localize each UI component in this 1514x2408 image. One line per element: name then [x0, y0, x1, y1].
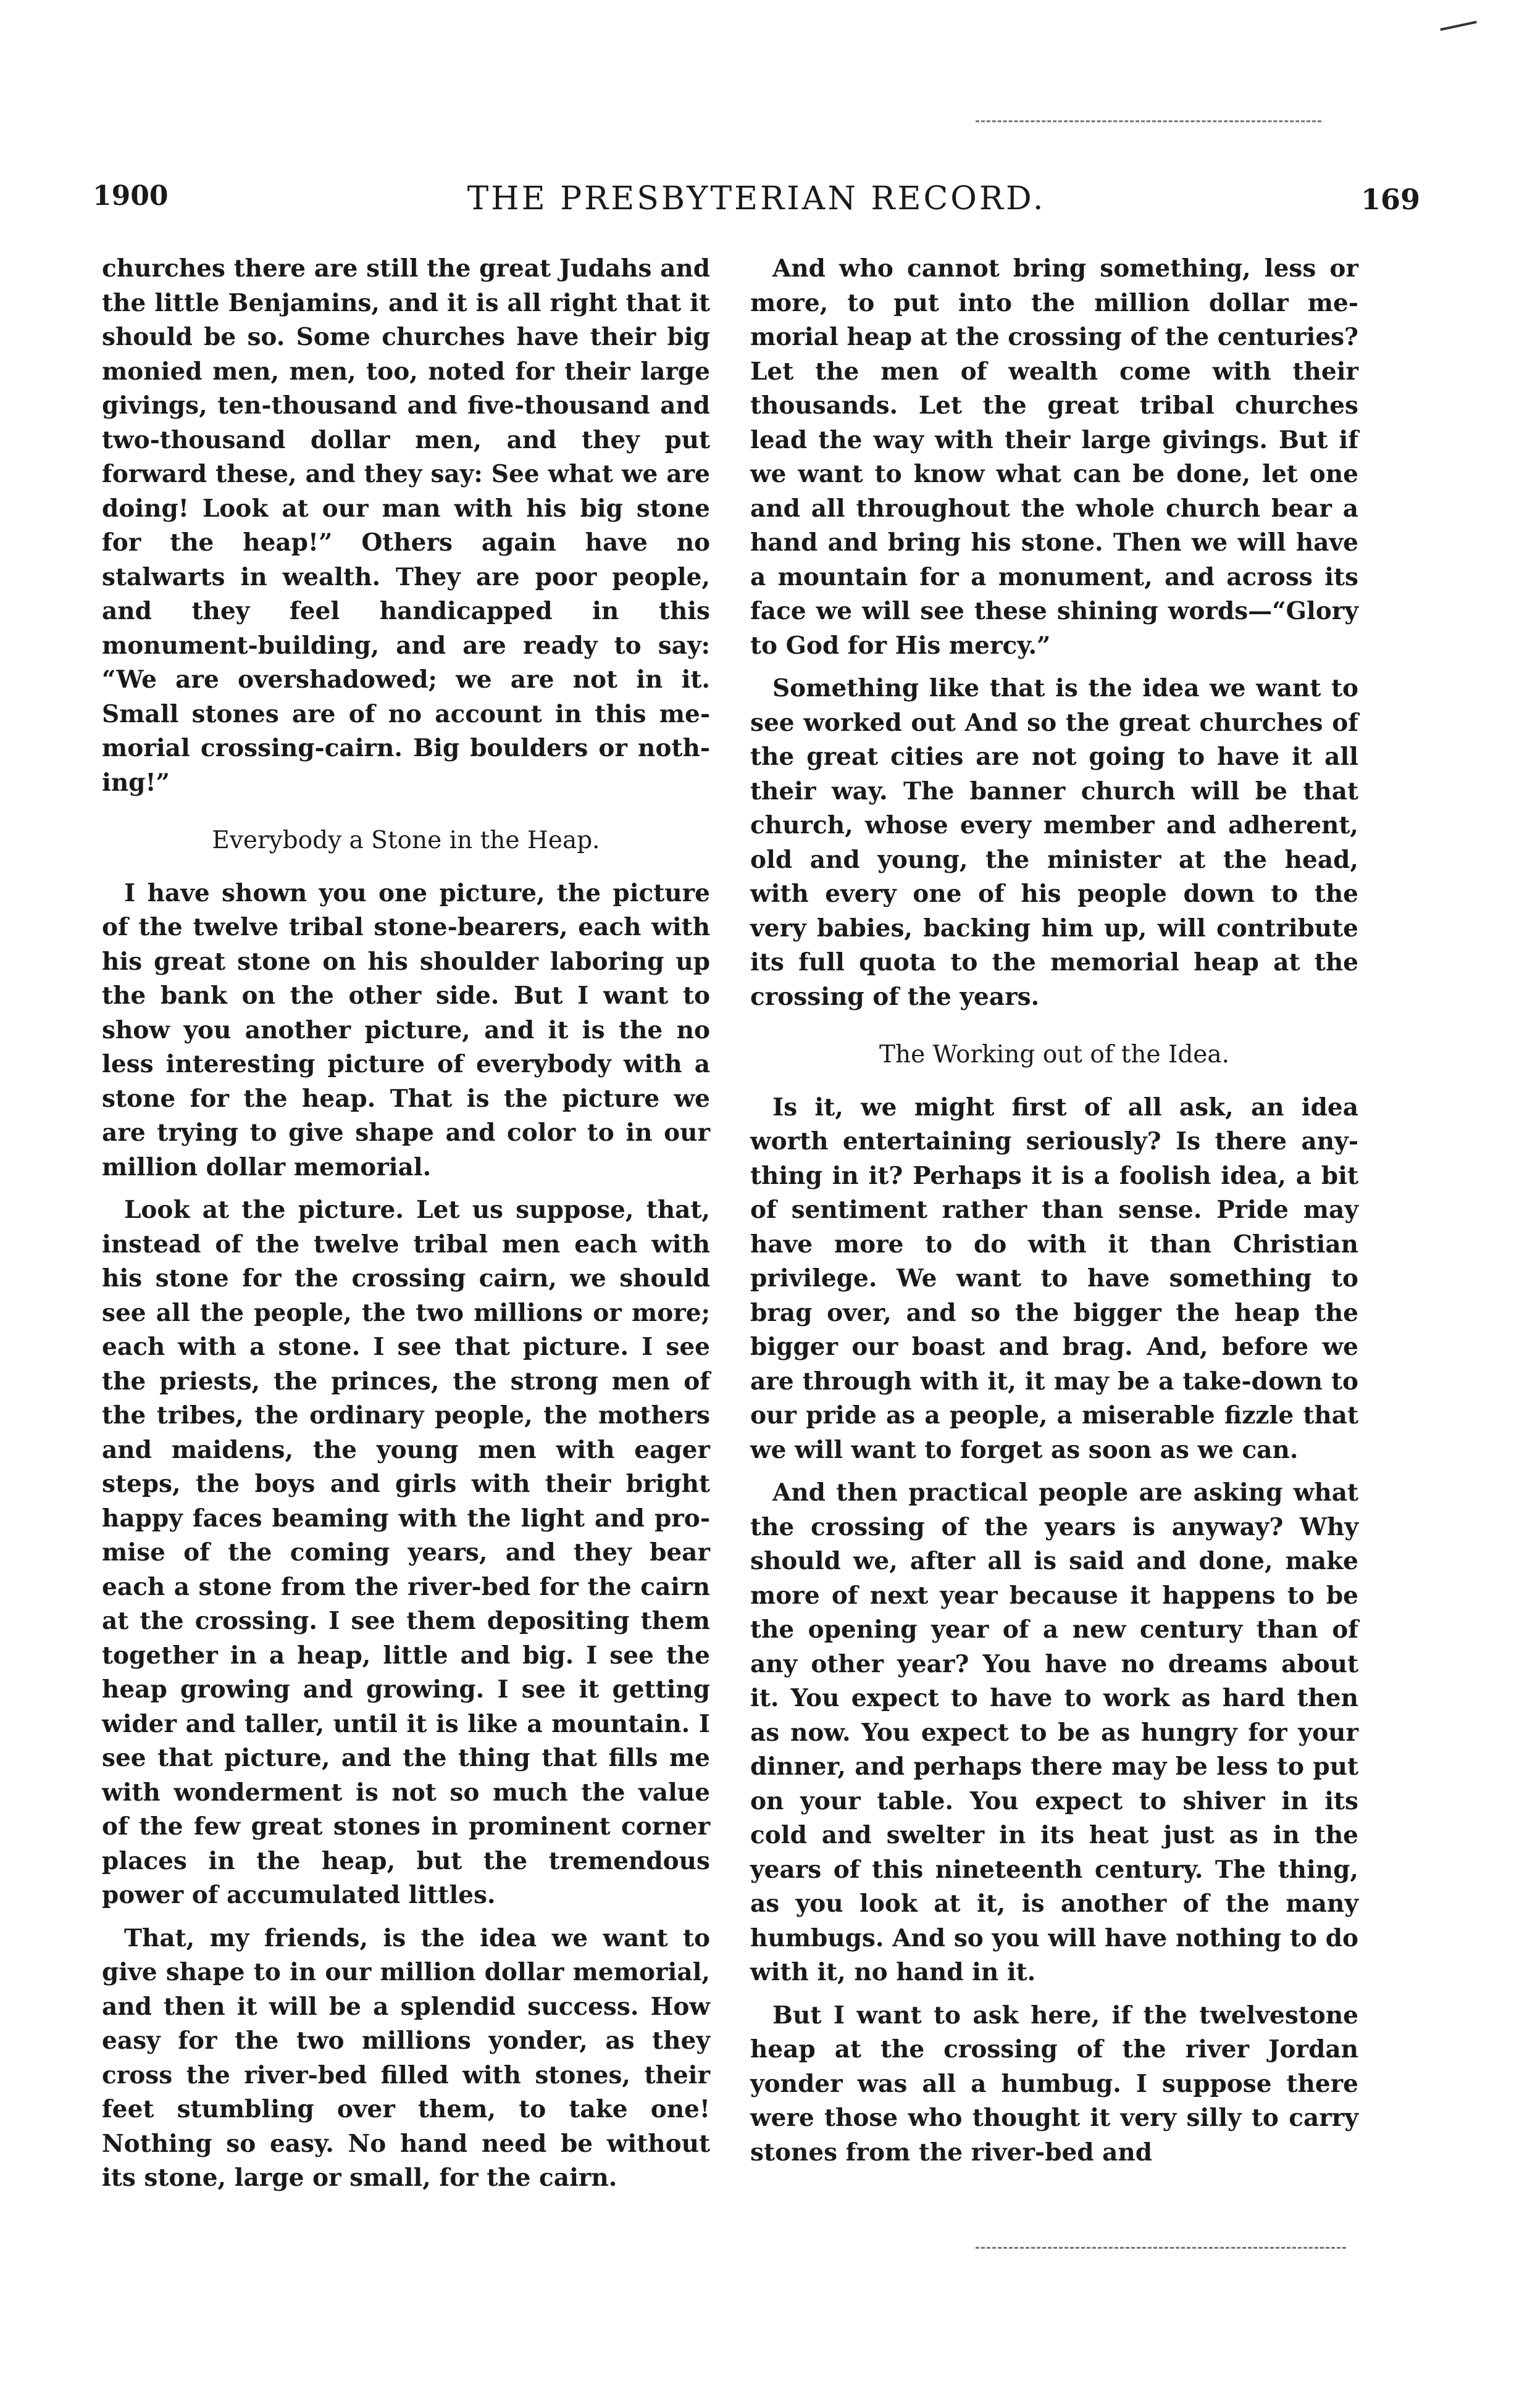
- paragraph: But I want to ask here, if the twelvestone heap at the crossing of the river Jordan yonder was all a humbug. I suppose there were those who thought it very silly to carry stones from the river-bed and: [750, 2001, 1358, 2167]
- section-heading: The Working out of the Idea.: [879, 1041, 1230, 1069]
- paragraph: churches there are still the great Judahs and the little Benjamins, and it is all right that it should be so. Some churches have their big monied men, men, too, noted for their large givings, ten-thousand and five-thousand and two-thousand dollar men, and they put forward these, and they say: See what we are doing! Look at our man with his big stone for the heap!” Others again have no stalwarts in wealth. They are poor people, and they feel handicapped in this monument-building, and are ready to say: “We are overshadowed; we are not in it. Small stones are of no account in this memorial crossing-cairn. Big boulders or nothing!”: [102, 254, 710, 797]
- section-heading: Everybody a Stone in the Heap.: [212, 827, 600, 854]
- paragraph: Look at the picture. Let us suppose, that, instead of the twelve tribal men each with his stone for the crossing cairn, we should see all the people, the two millions or more; each with a stone. I see that picture. I see the priests, the princes, the strong men of the tribes, the ordinary people, the mothers and maidens, the young men with eager steps, the boys and girls with their bright happy faces beaming with the light and promise of the coming years, and they bear each a stone from the river-bed for the cairn at the crossing. I see them depositing them together in a heap, little and big. I see the heap growing and growing. I see it getting wider and taller, until it is like a mountain. I see that picture, and the thing that fills me with wonderment is not so much the value of the few great stones in prominent corner places in the heap, but the tremendous power of accumulated littles.: [102, 1196, 710, 1909]
- paragraph: And then practical people are asking what the crossing of the years is anyway? Why should we, after all is said and done, make more of next year because it happens to be the opening year of a new century than of any other year? You have no dreams about it. You expect to have to work as hard then as now. You expect to be as hungry for your dinner, and perhaps there may be less to put on your table. You expect to shiver in its cold and swelter in its heat just as in the years of this nineteenth century. The thing, as you look at it, is another of the many humbugs. And so you will have nothing to do with it, no hand in it.: [750, 1478, 1358, 1986]
- paragraph: I have shown you one picture, the picture of the twelve tribal stone-bearers, each with his great stone on his shoulder laboring up the bank on the other side. But I want to show you another picture, and it is the no less interesting picture of everybody with a stone for the heap. That is the picture we are trying to give shape and color to in our million dollar memorial.: [102, 878, 710, 1181]
- page-number: 169: [1360, 183, 1420, 216]
- paragraph: And who cannot bring something, less or more, to put into the million dollar memorial heap at the crossing of the centuries? Let the men of wealth come with their thousands. Let the great tribal churches lead the way with their large givings. But if we want to know what can be done, let one and all throughout the whole church bear a hand and bring his stone. Then we will have a mountain for a monument, and across its face we will see these shining words—“Glory to God for His mercy.”: [750, 254, 1358, 660]
- paragraph: Is it, we might first of all ask, an idea worth entertaining seriously? Is there anything in it? Perhaps it is a foolish idea, a bit of sentiment rather than sense. Pride may have more to do with it than Christian privilege. We want to have something to brag over, and so the bigger the heap the bigger our boast and brag. And, before we are through with it, it may be a take-down to our pride as a people, a miserable fizzle that we will want to forget as soon as we can.: [750, 1093, 1358, 1464]
- paragraph: Something like that is the idea we want to see worked out And so the great churches of the great cities are not going to have it all their way. The banner church will be that church, whose every member and adherent, old and young, the minister at the head, with every one of his people down to the very babies, backing him up, will contribute its full quota to the memorial heap at the crossing of the years.: [750, 674, 1358, 1011]
- paragraph: That, my friends, is the idea we want to give shape to in our million dollar memorial, and then it will be a splendid success. How easy for the two millions yonder, as they cross the river-bed filled with stones, their feet stumbling over them, to take one! Nothing so easy. No hand need be without its stone, large or small, for the cairn.: [102, 1923, 710, 2192]
- header-year: 1900: [93, 180, 169, 212]
- header-title: THE PRESBYTERIAN RECORD.: [467, 180, 1046, 217]
- running-header: [93, 180, 1420, 236]
- scan-tick-mark: [1437, 9, 1477, 31]
- scan-dashed-mark-top: [976, 120, 1321, 125]
- left-column: [102, 252, 710, 2204]
- scan-dashed-mark-bottom: [976, 2247, 1346, 2251]
- right-column: [750, 252, 1358, 2178]
